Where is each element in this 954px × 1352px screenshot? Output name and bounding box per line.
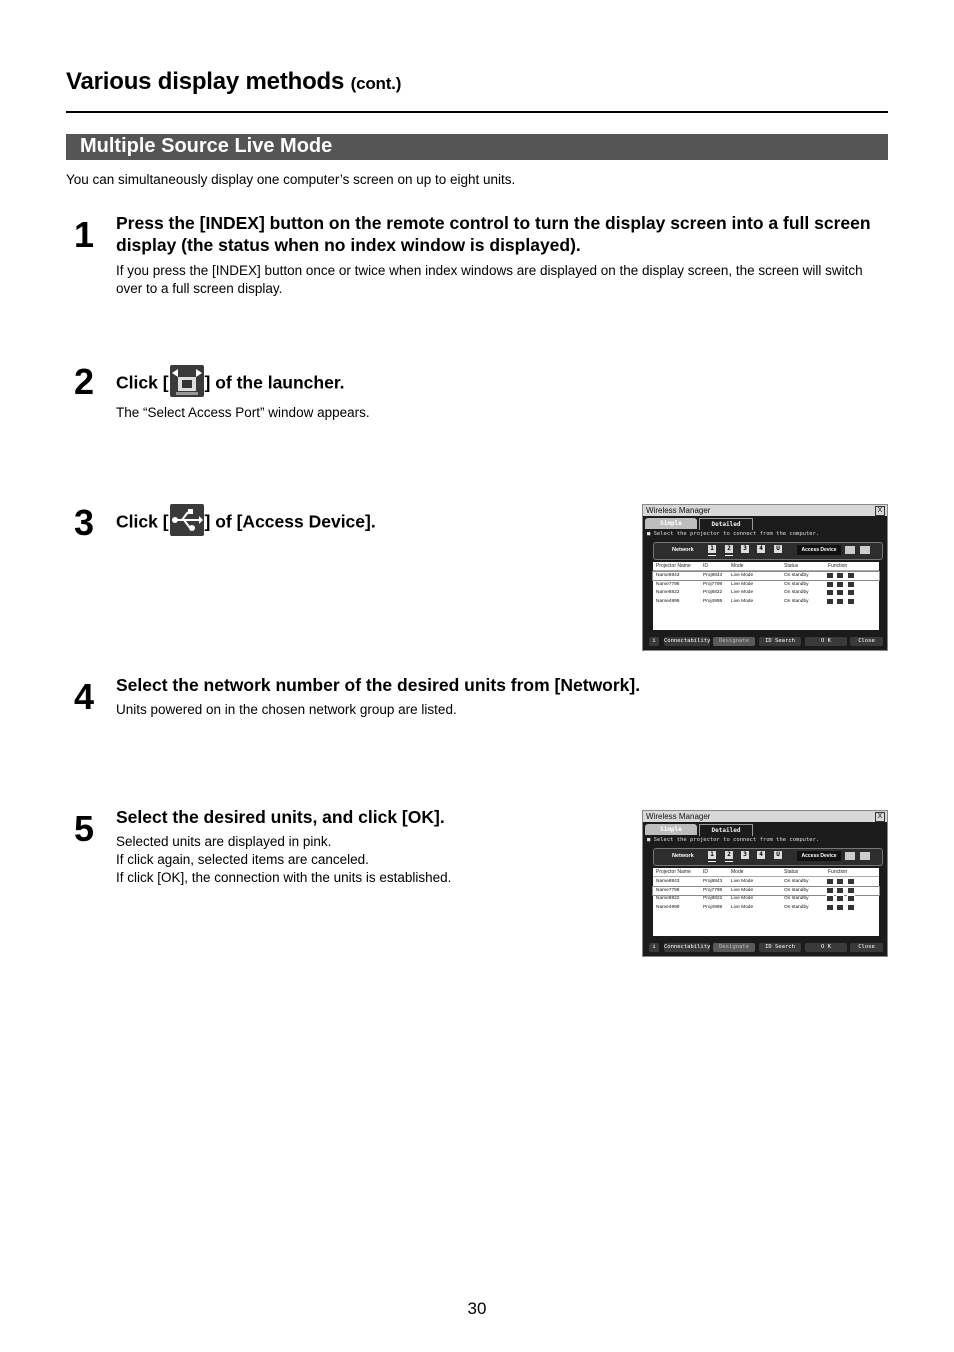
table-row[interactable]: Name8822 Proj8822 Live Mode On standby (653, 895, 879, 903)
table-row[interactable]: Name8822 Proj8822 Live Mode On standby (653, 589, 879, 597)
function-icon[interactable] (847, 581, 855, 588)
window-button[interactable]: ID Search (759, 943, 801, 952)
network-label: Network (672, 853, 694, 859)
network-button[interactable]: 1 (708, 851, 716, 859)
step-heading: Select the desired units, and click [OK]. (116, 807, 445, 827)
button-bar (647, 943, 885, 953)
function-icon[interactable] (836, 572, 844, 579)
column-header: Function (828, 563, 848, 569)
launcher-icon (170, 365, 204, 397)
step-body: The “Select Access Port” window appears. (116, 405, 370, 420)
table-row[interactable]: Name7798 Proj7798 Live Mode On standby (653, 581, 879, 589)
table-row[interactable]: Name4999 Proj4999 Live Mode On standby (653, 598, 879, 606)
function-icon[interactable] (836, 598, 844, 605)
function-icon[interactable] (847, 589, 855, 596)
close-icon[interactable]: X (875, 812, 885, 822)
window-button[interactable]: Connectability (664, 944, 711, 950)
step-body: Selected units are displayed in pink. If click again, selected items are canceled. If click [OK], the connection with the units is established. (116, 834, 452, 885)
network-button[interactable]: 2 (725, 545, 733, 553)
tab-detailed[interactable]: Detailed (699, 824, 753, 836)
table-row[interactable]: Name7798 Proj7798 Live Mode On standby (653, 887, 879, 895)
window-button[interactable]: Designate (713, 943, 755, 952)
column-header: ID (703, 563, 708, 569)
access-device-icon[interactable] (860, 546, 870, 554)
window-button[interactable]: Connectability (664, 638, 711, 644)
window-button[interactable]: O K (805, 637, 847, 646)
step-body: Units powered on in the chosen network group are listed. (116, 702, 457, 717)
function-icon[interactable] (847, 598, 855, 605)
window-button[interactable]: Close (850, 637, 883, 646)
access-device-icon (170, 504, 204, 536)
section-title: Multiple Source Live Mode (80, 135, 333, 157)
tab-detailed[interactable]: Detailed (699, 518, 753, 530)
page-title: Various display methods (cont.) (66, 68, 402, 95)
function-icon[interactable] (847, 895, 855, 902)
projector-table (653, 868, 879, 936)
function-icon[interactable] (836, 887, 844, 894)
table-row[interactable]: Name8843 Proj8843 Live Mode On standby (653, 572, 879, 580)
column-header: Projector Name (656, 869, 691, 875)
function-icon[interactable] (836, 581, 844, 588)
column-header: Mode (731, 869, 744, 875)
network-button[interactable]: 3 (741, 851, 749, 859)
network-button[interactable]: U (774, 545, 782, 553)
function-icon[interactable] (826, 589, 834, 596)
function-icon[interactable] (847, 878, 855, 885)
instruction-message: ■ Select the projector to connect from the computer. (647, 531, 820, 537)
column-header: Function (828, 869, 848, 875)
network-button[interactable]: 4 (757, 545, 765, 553)
step-number: 1 (74, 214, 95, 255)
column-header: Status (784, 563, 799, 569)
function-icon[interactable] (826, 895, 834, 902)
step-number: 2 (74, 361, 95, 402)
step-heading: Click [ ] of the launcher. (116, 368, 345, 400)
access-device-label: Access Device (797, 545, 841, 555)
button-bar (647, 637, 885, 647)
network-button[interactable]: U (774, 851, 782, 859)
table-row[interactable]: Name4999 Proj4999 Live Mode On standby (653, 904, 879, 912)
function-icon[interactable] (826, 887, 834, 894)
window-button[interactable]: Close (850, 943, 883, 952)
page-number: 30 (467, 1299, 487, 1318)
window-titlebar: Wireless Manager X (643, 505, 887, 516)
access-device-label: Access Device (797, 851, 841, 861)
network-button[interactable]: 1 (708, 545, 716, 553)
function-icon[interactable] (836, 878, 844, 885)
network-bar (653, 848, 883, 866)
tab-simple[interactable]: Simple (645, 518, 697, 529)
column-header: Mode (731, 563, 744, 569)
function-icon[interactable] (836, 904, 844, 911)
step-heading: Select the network number of the desired units from [Network]. (116, 675, 641, 695)
step-heading: Press the [INDEX] button on the remote control to turn the display screen into a full screen display (the status when no index window is displayed). (116, 213, 871, 255)
window-button[interactable]: ID Search (759, 637, 801, 646)
function-icon[interactable] (826, 581, 834, 588)
step-number: 5 (74, 808, 95, 849)
network-label: Network (672, 547, 694, 553)
function-icon[interactable] (847, 904, 855, 911)
step-heading: Click [ ] of [Access Device]. (116, 507, 376, 539)
function-icon[interactable] (826, 598, 834, 605)
section-header (66, 134, 888, 160)
column-header: Status (784, 869, 799, 875)
step-body: If you press the [INDEX] button once or twice when index windows are displayed on the display screen, the screen will switch over to a full screen display. (116, 263, 863, 296)
projector-table (653, 562, 879, 630)
window-button[interactable]: i (649, 943, 659, 952)
function-icon[interactable] (836, 895, 844, 902)
function-icon[interactable] (847, 572, 855, 579)
window-button[interactable]: Designate (713, 637, 755, 646)
title-rule (66, 111, 888, 113)
table-row[interactable]: Name8843 Proj8843 Live Mode On standby (653, 878, 879, 886)
device-icon[interactable] (845, 852, 855, 860)
column-header: ID (703, 869, 708, 875)
intro-text: You can simultaneously display one computer’s screen on up to eight units. (66, 172, 516, 187)
tab-simple[interactable]: Simple (645, 824, 697, 835)
function-icon[interactable] (847, 887, 855, 894)
network-button[interactable]: 3 (741, 545, 749, 553)
wireless-manager-window (642, 504, 888, 651)
instruction-message: ■ Select the projector to connect from the computer. (647, 837, 820, 843)
column-header: Projector Name (656, 563, 691, 569)
wireless-manager-window-selected (642, 810, 888, 957)
function-icon[interactable] (826, 904, 834, 911)
network-button[interactable]: 4 (757, 851, 765, 859)
close-icon[interactable]: X (875, 506, 885, 516)
function-icon[interactable] (826, 878, 834, 885)
function-icon[interactable] (836, 589, 844, 596)
step-number: 3 (74, 502, 95, 543)
network-button[interactable]: 2 (725, 851, 733, 859)
window-button[interactable]: i (649, 637, 659, 646)
device-icon[interactable] (845, 546, 855, 554)
step-number: 4 (74, 676, 95, 717)
network-bar (653, 542, 883, 560)
window-titlebar: Wireless Manager X (643, 811, 887, 822)
window-button[interactable]: O K (805, 943, 847, 952)
function-icon[interactable] (826, 572, 834, 579)
access-device-icon[interactable] (860, 852, 870, 860)
